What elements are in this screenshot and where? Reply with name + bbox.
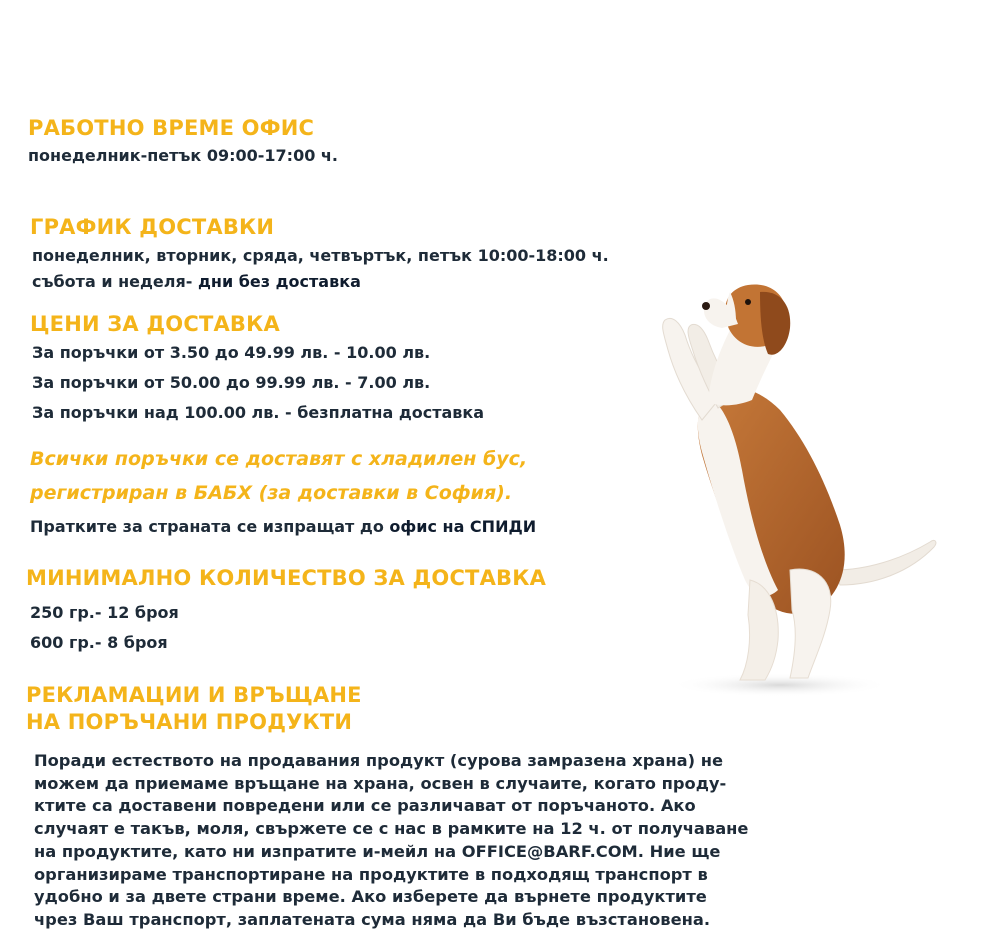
price-item: За поръчки над 100.00 лв. - безплатна доставка — [32, 403, 485, 422]
country-shipping-bold: офис на СПИДИ — [389, 517, 537, 536]
delivery-weekend-bold: дни без доставка — [197, 272, 361, 291]
delivery-weekdays-text: понеделник, вторник, сряда, четвъртък, петък 10:00-18:00 ч. — [32, 246, 609, 265]
returns-heading-line1: РЕКЛАМАЦИИ И ВРЪЩАНЕ — [26, 683, 362, 707]
returns-paragraph — [34, 750, 748, 932]
dog-illustration — [630, 280, 960, 700]
minimum-quantity-item: 600 гр.- 8 броя — [30, 633, 168, 652]
fridge-notice-line: Всички поръчки се доставят с хладилен бус, — [30, 448, 528, 470]
returns-line: случаят е такъв, моля, свържете се с нас в рамките на 12 ч. от получаване — [34, 819, 749, 839]
office-hours-heading: РАБОТНО ВРЕМЕ ОФИС — [28, 116, 315, 140]
country-shipping-text — [30, 517, 536, 536]
returns-line: Поради естеството на продавания продукт (сурова замразена храна) не — [34, 751, 724, 770]
returns-line: удобно и за двете страни време. Ако изберете да върнете продуктите — [34, 887, 707, 907]
delivery-prices-heading: ЦЕНИ ЗА ДОСТАВКА — [30, 312, 280, 336]
returns-line: можем да приемаме връщане на храна, освен в случаите, когато проду- — [34, 773, 727, 793]
fridge-notice-line: регистриран в БАБХ (за доставки в София). — [30, 482, 513, 504]
office-hours-text: понеделник-петък 09:00-17:00 ч. — [28, 146, 338, 165]
returns-line: ктите са доставени повредени или се различават от поръчаното. Ако — [34, 796, 696, 816]
price-item: За поръчки от 3.50 до 49.99 лв. - 10.00 лв. — [32, 343, 431, 362]
returns-line: чрез Ваш транспорт, заплатената сума няма да Ви бъде възстановена. — [34, 909, 711, 929]
returns-line: организираме транспортиране на продуктите в подходящ транспорт в — [34, 864, 708, 884]
price-item: За поръчки от 50.00 до 99.99 лв. - 7.00 лв. — [32, 373, 431, 392]
minimum-quantity-heading: МИНИМАЛНО КОЛИЧЕСТВО ЗА ДОСТАВКА — [26, 566, 547, 590]
delivery-weekend-text — [32, 272, 361, 291]
delivery-schedule-heading: ГРАФИК ДОСТАВКИ — [30, 215, 275, 239]
returns-heading-line2: НА ПОРЪЧАНИ ПРОДУКТИ — [26, 710, 353, 734]
minimum-quantity-item: 250 гр.- 12 броя — [30, 603, 179, 622]
delivery-weekend-prefix: събота и неделя- — [32, 272, 198, 291]
country-shipping-prefix: Пратките за страната се изпращат до — [30, 517, 390, 536]
fridge-notice — [30, 442, 527, 510]
returns-line: на продуктите, като ни изпратите и-мейл на OFFICE@BARF.COM. Ние ще — [34, 841, 721, 861]
